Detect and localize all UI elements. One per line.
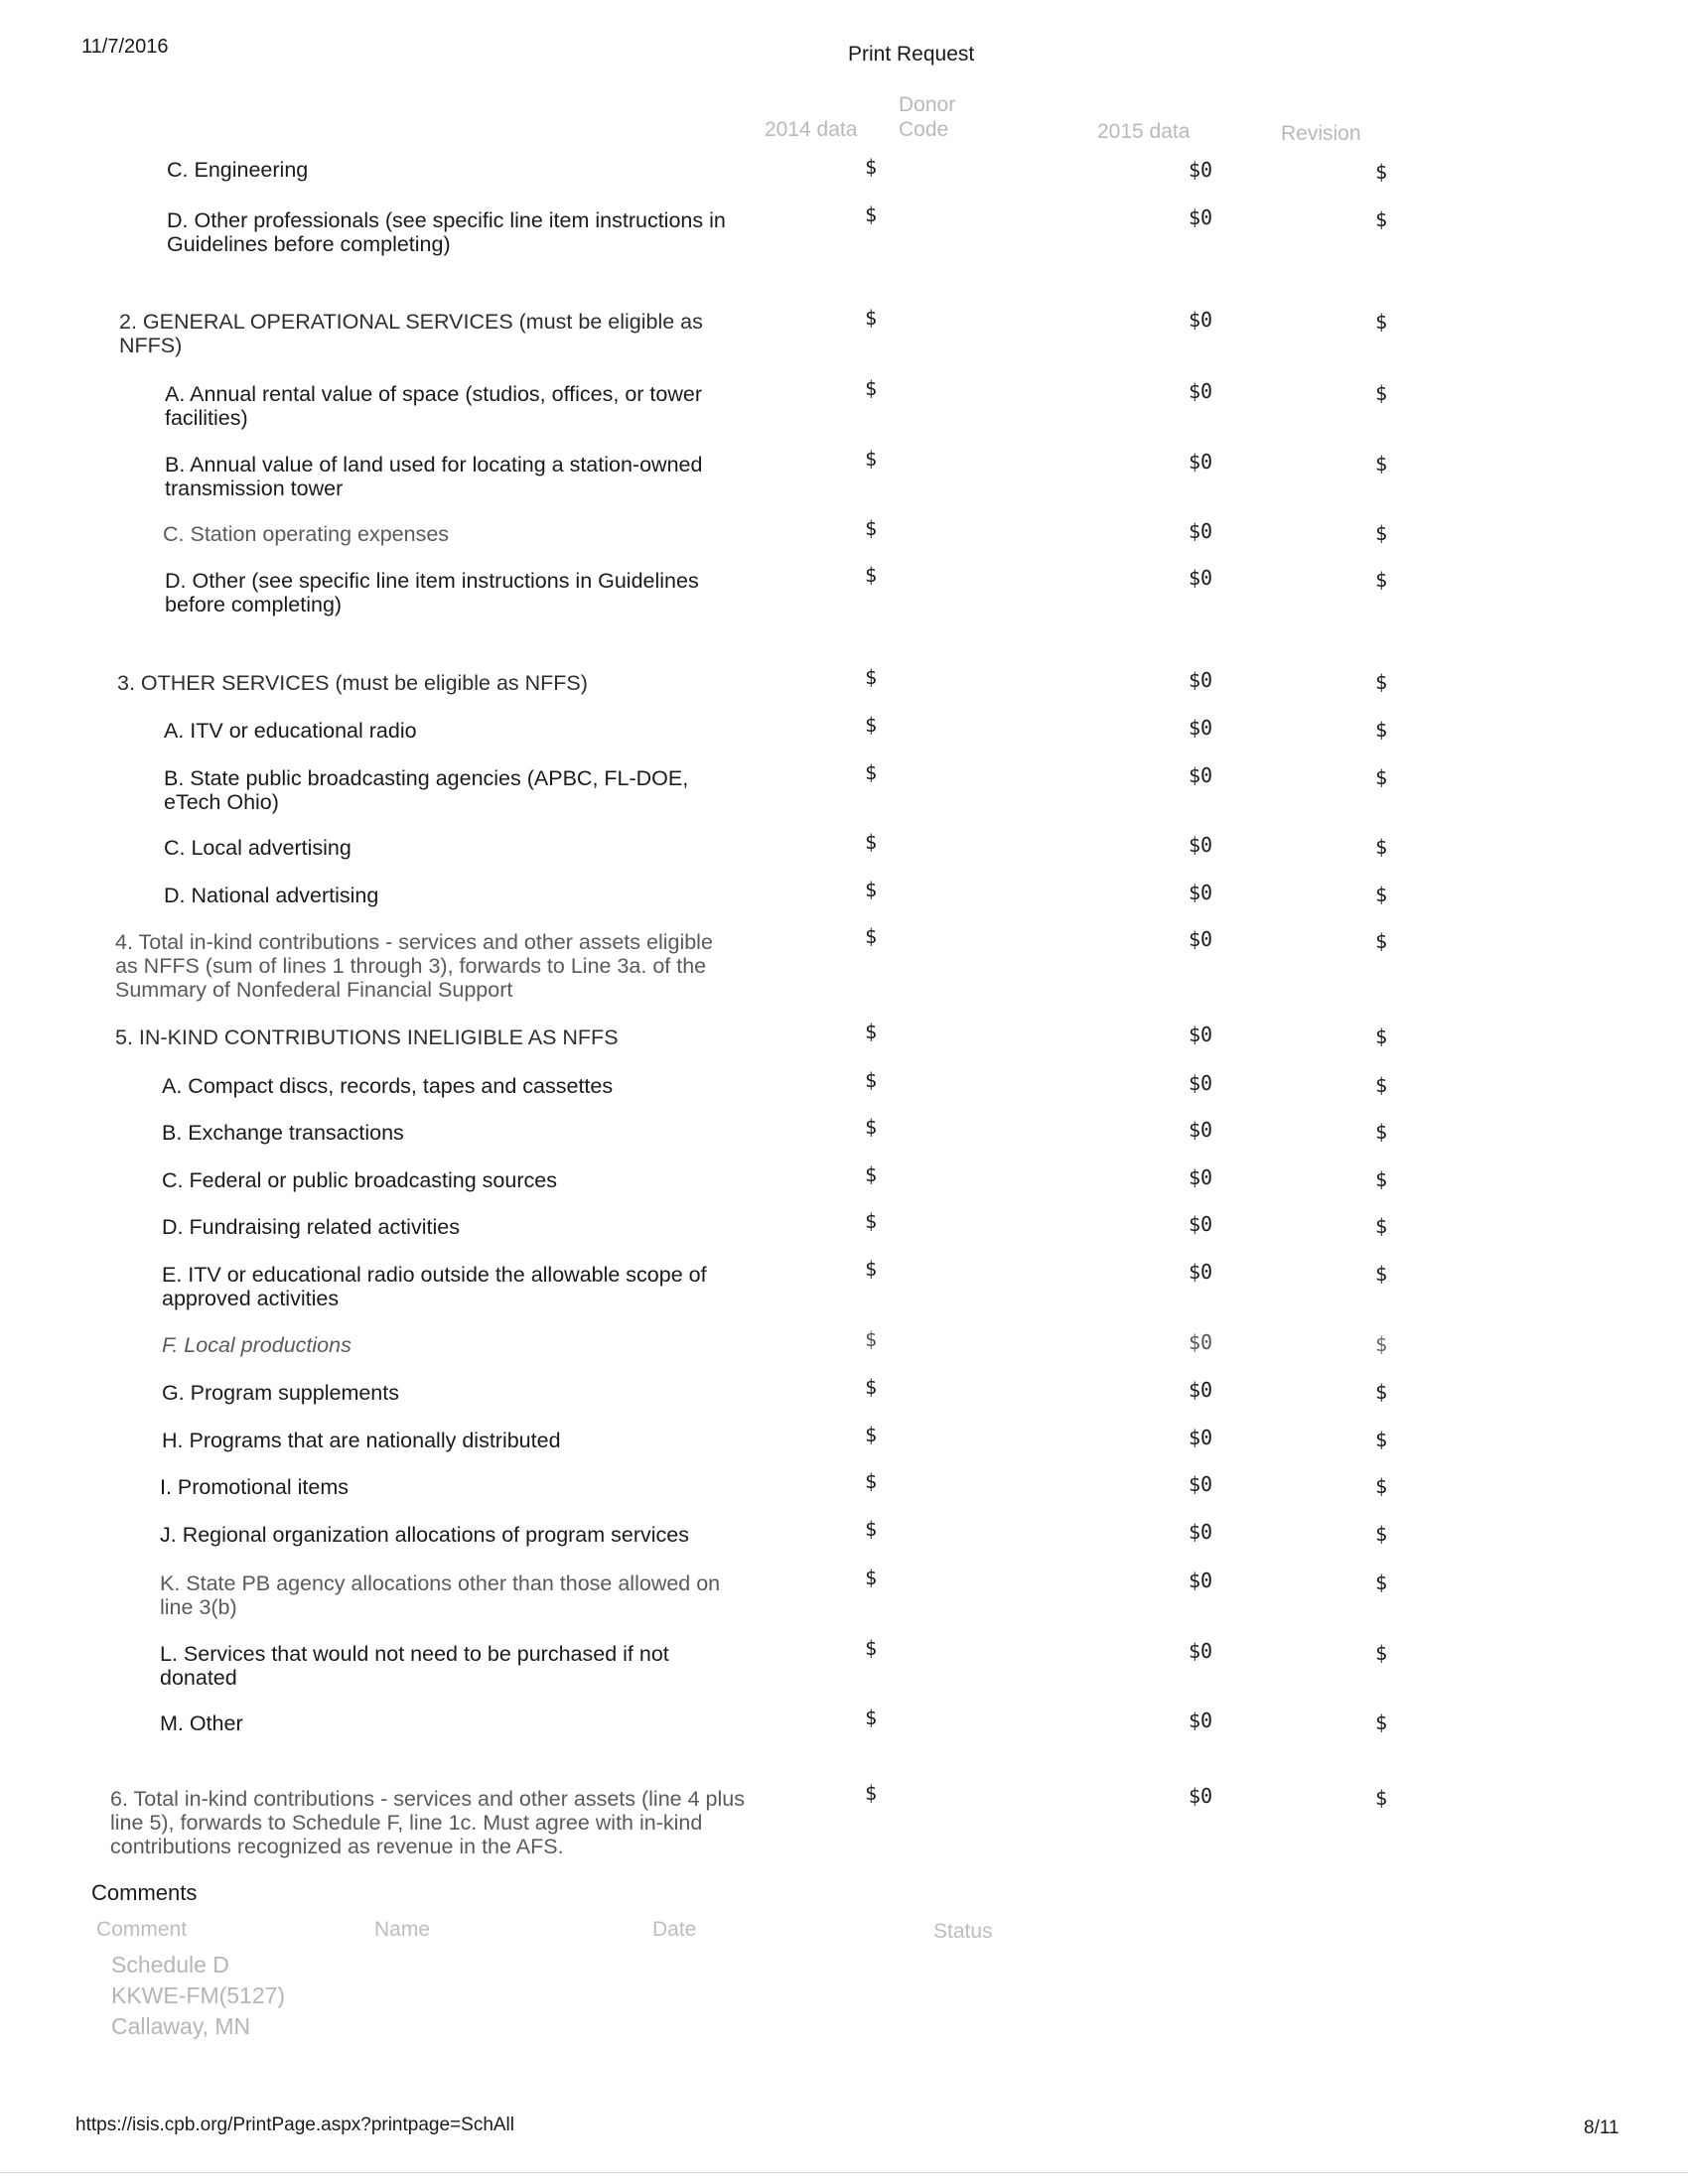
value-2015: $0 [1189, 1330, 1213, 1354]
value-revision: $ [1375, 310, 1388, 334]
row-label: D. Other (see specific line item instructions in Guidelines before completing) [165, 569, 699, 616]
value-2015: $0 [1189, 1520, 1213, 1544]
value-2014: $ [865, 1209, 878, 1233]
stamp-station: KKWE-FM(5127) [111, 1982, 286, 2008]
value-2015: $0 [1189, 566, 1213, 590]
value-2015: $0 [1189, 1023, 1213, 1046]
row-label: C. Local advertising [164, 836, 352, 860]
stamp-location: Callaway, MN [111, 2013, 251, 2039]
value-2015: $0 [1189, 1212, 1213, 1236]
value-revision: $ [1375, 883, 1388, 906]
row-label: L. Services that would not need to be purchased if not donated [160, 1642, 669, 1690]
value-2014: $ [865, 924, 878, 948]
value-revision: $ [1375, 718, 1388, 742]
value-revision: $ [1375, 1522, 1388, 1546]
row-label: 5. IN-KIND CONTRIBUTIONS INELIGIBLE AS NFFS [115, 1025, 619, 1049]
value-revision: $ [1375, 765, 1388, 789]
row-label: A. Annual rental value of space (studios, offices, or tower facilities) [165, 382, 702, 430]
value-revision: $ [1375, 670, 1388, 694]
row-label: M. Other [160, 1711, 243, 1735]
value-revision: $ [1375, 1024, 1388, 1048]
value-2014: $ [865, 376, 878, 400]
row-label: D. Other professionals (see specific line item instructions in Guidelines before completing) [167, 208, 726, 256]
value-2015: $0 [1189, 1472, 1213, 1496]
value-revision: $ [1375, 1332, 1388, 1356]
value-2015: $0 [1189, 1071, 1213, 1095]
value-revision: $ [1375, 521, 1388, 545]
value-2015: $0 [1189, 1118, 1213, 1142]
value-2014: $ [865, 1375, 878, 1399]
row-label: H. Programs that are nationally distributed [162, 1429, 561, 1452]
row-label: J. Regional organization allocations of program services [160, 1523, 689, 1547]
value-2015: $0 [1189, 1708, 1213, 1732]
value-revision: $ [1375, 1641, 1388, 1665]
row-label: K. State PB agency allocations other than those allowed on line 3(b) [160, 1571, 721, 1619]
value-2014: $ [865, 713, 878, 737]
row-label: D. Fundraising related activities [162, 1215, 460, 1239]
comments-column-name: Name [374, 1918, 431, 1941]
value-revision: $ [1375, 1786, 1388, 1810]
value-2014: $ [865, 1162, 878, 1186]
value-2014: $ [865, 155, 878, 179]
comments-column-status: Status [933, 1920, 993, 1943]
row-label: A. Compact discs, records, tapes and cassettes [162, 1074, 614, 1098]
value-2015: $0 [1189, 668, 1213, 692]
value-2014: $ [865, 1706, 878, 1729]
value-2015: $0 [1189, 450, 1213, 474]
value-revision: $ [1375, 1073, 1388, 1097]
value-revision: $ [1375, 835, 1388, 859]
value-2014: $ [865, 1068, 878, 1092]
value-revision: $ [1375, 1167, 1388, 1191]
value-2015: $0 [1189, 833, 1213, 857]
value-2015: $0 [1189, 881, 1213, 904]
comments-column-date: Date [652, 1918, 697, 1941]
value-2015: $0 [1189, 308, 1213, 332]
row-label: B. Annual value of land used for locating a station-owned transmission tower [165, 453, 703, 500]
row-label: C. Engineering [167, 158, 309, 182]
row-label: C. Station operating expenses [163, 522, 450, 546]
value-2015: $0 [1189, 158, 1213, 182]
column-header-revision: Revision [1281, 122, 1361, 145]
value-revision: $ [1375, 1120, 1388, 1144]
value-2014: $ [865, 1566, 878, 1589]
value-2014: $ [865, 1020, 878, 1043]
value-revision: $ [1375, 1474, 1388, 1498]
stamp-schedule: Schedule D [111, 1952, 229, 1978]
column-header-donor-code: Donor Code [899, 93, 956, 141]
row-label: 3. OTHER SERVICES (must be eligible as NFFS) [117, 671, 588, 695]
value-2014: $ [865, 447, 878, 471]
value-2014: $ [865, 516, 878, 540]
value-2015: $0 [1189, 1378, 1213, 1402]
row-label: I. Promotional items [160, 1475, 349, 1499]
value-revision: $ [1375, 160, 1388, 184]
value-2015: $0 [1189, 927, 1213, 951]
value-revision: $ [1375, 1262, 1388, 1286]
value-2014: $ [865, 1636, 878, 1660]
value-2014: $ [865, 1781, 878, 1805]
comments-heading: Comments [91, 1880, 198, 1905]
row-label: 2. GENERAL OPERATIONAL SERVICES (must be eligible as NFFS) [119, 310, 703, 357]
value-revision: $ [1375, 207, 1388, 231]
value-2014: $ [865, 203, 878, 226]
value-2015: $0 [1189, 1260, 1213, 1284]
value-revision: $ [1375, 1380, 1388, 1404]
value-2015: $0 [1189, 1569, 1213, 1592]
value-2014: $ [865, 665, 878, 689]
bottom-divider [0, 2172, 1688, 2173]
value-revision: $ [1375, 1214, 1388, 1238]
value-2014: $ [865, 1257, 878, 1281]
row-label: 4. Total in-kind contributions - services and other assets eligible as NFFS (sum of lines 1 through 3), forwards to Line 3a. of the Summary of Nonfederal Financial Support [115, 930, 713, 1002]
value-2015: $0 [1189, 379, 1213, 403]
value-2014: $ [865, 1517, 878, 1541]
value-2014: $ [865, 1327, 878, 1351]
print-date: 11/7/2016 [81, 36, 169, 58]
value-revision: $ [1375, 929, 1388, 953]
value-2015: $0 [1189, 716, 1213, 740]
row-label: B. Exchange transactions [162, 1121, 404, 1145]
value-2015: $0 [1189, 519, 1213, 543]
value-2014: $ [865, 830, 878, 854]
row-label: F. Local productions [162, 1333, 352, 1357]
value-2014: $ [865, 1469, 878, 1493]
row-label: E. ITV or educational radio outside the allowable scope of approved activities [162, 1263, 707, 1310]
value-2015: $0 [1189, 205, 1213, 229]
value-revision: $ [1375, 381, 1388, 405]
value-revision: $ [1375, 1570, 1388, 1594]
value-revision: $ [1375, 568, 1388, 592]
footer-url: https://isis.cpb.org/PrintPage.aspx?printpage=SchAll [75, 2115, 515, 2135]
value-2015: $0 [1189, 1426, 1213, 1449]
row-label: D. National advertising [164, 884, 379, 907]
page-number: 8/11 [1584, 2117, 1619, 2138]
value-2015: $0 [1189, 1639, 1213, 1663]
page-title: Print Request [848, 43, 975, 66]
row-label: 6. Total in-kind contributions - services and other assets (line 4 plus line 5), forwards to Schedule F, line 1c. Must agree with in-kind contributions recognized as revenue in the AFS. [110, 1787, 745, 1858]
row-label: B. State public broadcasting agencies (APBC, FL-DOE, eTech Ohio) [164, 766, 689, 814]
row-label: A. ITV or educational radio [164, 719, 417, 743]
value-revision: $ [1375, 1428, 1388, 1451]
value-revision: $ [1375, 452, 1388, 476]
value-2015: $0 [1189, 1165, 1213, 1189]
column-header-2015: 2015 data [1097, 120, 1191, 143]
row-label: C. Federal or public broadcasting sources [162, 1168, 557, 1192]
value-2014: $ [865, 760, 878, 784]
value-2014: $ [865, 878, 878, 901]
schedule-stamp [111, 1950, 285, 2042]
value-2014: $ [865, 1423, 878, 1446]
value-2015: $0 [1189, 763, 1213, 787]
comments-column-comment: Comment [96, 1918, 188, 1941]
column-header-2014: 2014 data [765, 118, 858, 141]
value-2015: $0 [1189, 1784, 1213, 1808]
value-2014: $ [865, 563, 878, 587]
value-2014: $ [865, 306, 878, 330]
row-label: G. Program supplements [162, 1381, 399, 1405]
value-revision: $ [1375, 1710, 1388, 1734]
value-2014: $ [865, 1115, 878, 1139]
